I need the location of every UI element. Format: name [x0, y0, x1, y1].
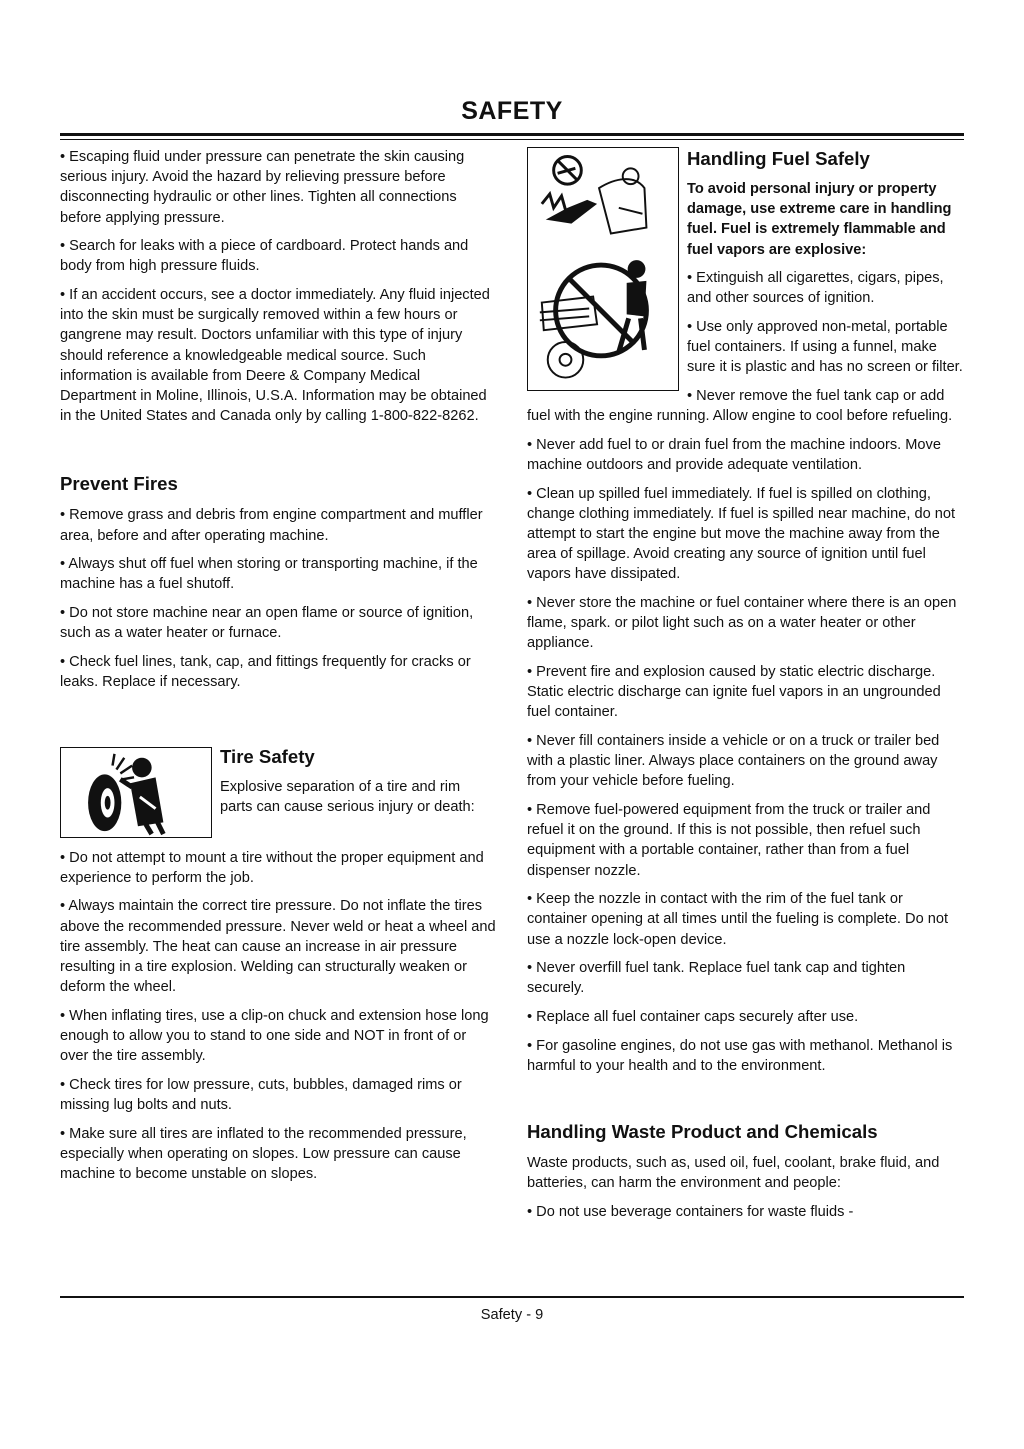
- handling-waste-intro: Waste products, such as, used oil, fuel, coolant, brake fluid, and batteries, can harm the environment and people:: [527, 1155, 940, 1192]
- handling-fuel-bullet: • Extinguish all cigarettes, cigars, pipes, and other sources of ignition.: [687, 270, 944, 307]
- hydraulic-bullet: • Escaping fluid under pressure can penetrate the skin causing serious injury. Avoid the hazard by relieving pressure before disconnecting hydraulic or other lines. Tighten all connections before applying pressure.: [60, 149, 465, 226]
- header-rule-thin: [60, 139, 964, 140]
- tire-safety-heading: Tire Safety: [220, 745, 315, 767]
- handling-waste-heading: Handling Waste Product and Chemicals: [527, 1121, 878, 1142]
- footer-rule: [60, 1296, 964, 1298]
- no-smoking-no-refuel-running-icon: [527, 147, 679, 391]
- prevent-fires-bullet: • Check fuel lines, tank, cap, and fittings frequently for cracks or leaks. Replace if necessary.: [60, 653, 471, 691]
- header-rule-thick: [60, 133, 964, 136]
- tire-explosion-warning-icon: [60, 747, 212, 838]
- prevent-fires-heading: Prevent Fires: [60, 473, 178, 495]
- handling-fuel-bullet: • Replace all fuel container caps securely after use.: [527, 1009, 859, 1025]
- tire-safety-bullet: • Always maintain the correct tire pressure. Do not inflate the tires above the recommended pressure. Never weld or heat a wheel and tire assembly. The heat can cause an increase in air pressure resulting in a tire explosion. Welding can structurally weaken or deform the wheel.: [60, 898, 496, 996]
- handling-fuel-bullet: • Prevent fire and explosion caused by static electric discharge. Static electric discharge can ignite fuel vapors in an ungrounded fuel container.: [527, 664, 941, 721]
- handling-fuel-intro: To avoid personal injury or property damage, use extreme care in handling fuel. Fuel is extremely flammable and fuel vapors are explosive:: [687, 181, 952, 258]
- handling-fuel-bullet: • Never add fuel to or drain fuel from the machine indoors. Move machine outdoors and provide adequate ventilation.: [527, 436, 941, 473]
- hydraulic-bullet: • Search for leaks with a piece of cardboard. Protect hands and body from high pressure fluids.: [60, 238, 469, 275]
- tire-safety-intro: Explosive separation of a tire and rim parts can cause serious injury or death:: [220, 778, 475, 815]
- handling-waste-bullet: • Do not use beverage containers for waste fluids -: [527, 1203, 854, 1220]
- handling-fuel-bullet: • Never store the machine or fuel container where there is an open flame, spark. or pilot light such as on a water heater or other appliance.: [527, 595, 957, 652]
- right-column: [527, 147, 964, 1230]
- handling-fuel-bullet: • Never fill containers inside a vehicle or on a truck or trailer bed with a plastic liner. Always place containers on the ground away from your vehicle before fueling.: [527, 733, 940, 790]
- handling-fuel-bullet: • Never overfill fuel tank. Replace fuel tank cap and tighten securely.: [527, 960, 906, 997]
- handling-fuel-bullet: • Remove fuel-powered equipment from the truck or trailer and refuel it on the ground. If this is not possible, then refuel such equipment with a portable container, rather than from a fuel dispenser nozzle.: [527, 802, 931, 879]
- tire-safety-bullet: • Check tires for low pressure, cuts, bubbles, damaged rims or missing lug bolts and nuts.: [60, 1076, 462, 1114]
- tire-safety-bullet: • Make sure all tires are inflated to the recommended pressure, especially when operating on slopes. Low pressure can cause machine to become unstable on slopes.: [60, 1125, 467, 1183]
- handling-fuel-bullet: • Never remove the fuel tank cap or add fuel with the engine running. Allow engine to cool before refueling.: [527, 388, 953, 425]
- prevent-fires-bullet: • Always shut off fuel when storing or transporting machine, if the machine has a fuel shutoff.: [60, 556, 478, 593]
- tire-safety-bullet: • When inflating tires, use a clip-on chuck and extension hose long enough to allow you to stand to one side and NOT in front of or over the tire assembly.: [60, 1007, 489, 1065]
- hydraulic-bullet: • If an accident occurs, see a doctor immediately. Any fluid injected into the skin must be surgically removed within a few hours or gangrene may result. Doctors unfamiliar with this type of injury should reference a knowledgeable medical source. Such information is available from Deere & Company Medical Department in Moline, Illinois, U.S.A. Information may be obtained in the United States and Canada only by calling 1-800-822-8262.: [60, 287, 490, 425]
- handling-fuel-bullet: • Keep the nozzle in contact with the rim of the fuel tank or container opening at all times until the fueling is complete. Do not use a nozzle lock-open device.: [527, 891, 949, 948]
- page-footer: Safety - 9: [480, 1307, 544, 1323]
- handling-fuel-bullet: • Clean up spilled fuel immediately. If fuel is spilled on clothing, change clothing immediately. If fuel is spilled near machine, do not attempt to start the engine but move the machine away from the area of spillage. Avoid creating any source of ignition until fuel vapors have dissipated.: [527, 485, 956, 583]
- prevent-fires-bullet: • Remove grass and debris from engine compartment and muffler area, before and after operating machine.: [60, 507, 483, 544]
- prevent-fires-bullet: • Do not store machine near an open flame or source of ignition, such as a water heater or furnace.: [60, 605, 474, 642]
- handling-fuel-heading: Handling Fuel Safely: [687, 148, 870, 169]
- tire-safety-bullet: • Do not attempt to mount a tire without the proper equipment and experience to perform the job.: [60, 849, 484, 886]
- page-title: SAFETY: [461, 97, 563, 125]
- handling-fuel-bullet: • Use only approved non-metal, portable fuel containers. If using a funnel, make sure it is plastic and has no screen or filter.: [687, 319, 963, 376]
- handling-fuel-bullet: • For gasoline engines, do not use gas with methanol. Methanol is harmful to your health and to the environment.: [527, 1037, 953, 1074]
- left-column: [60, 147, 496, 1193]
